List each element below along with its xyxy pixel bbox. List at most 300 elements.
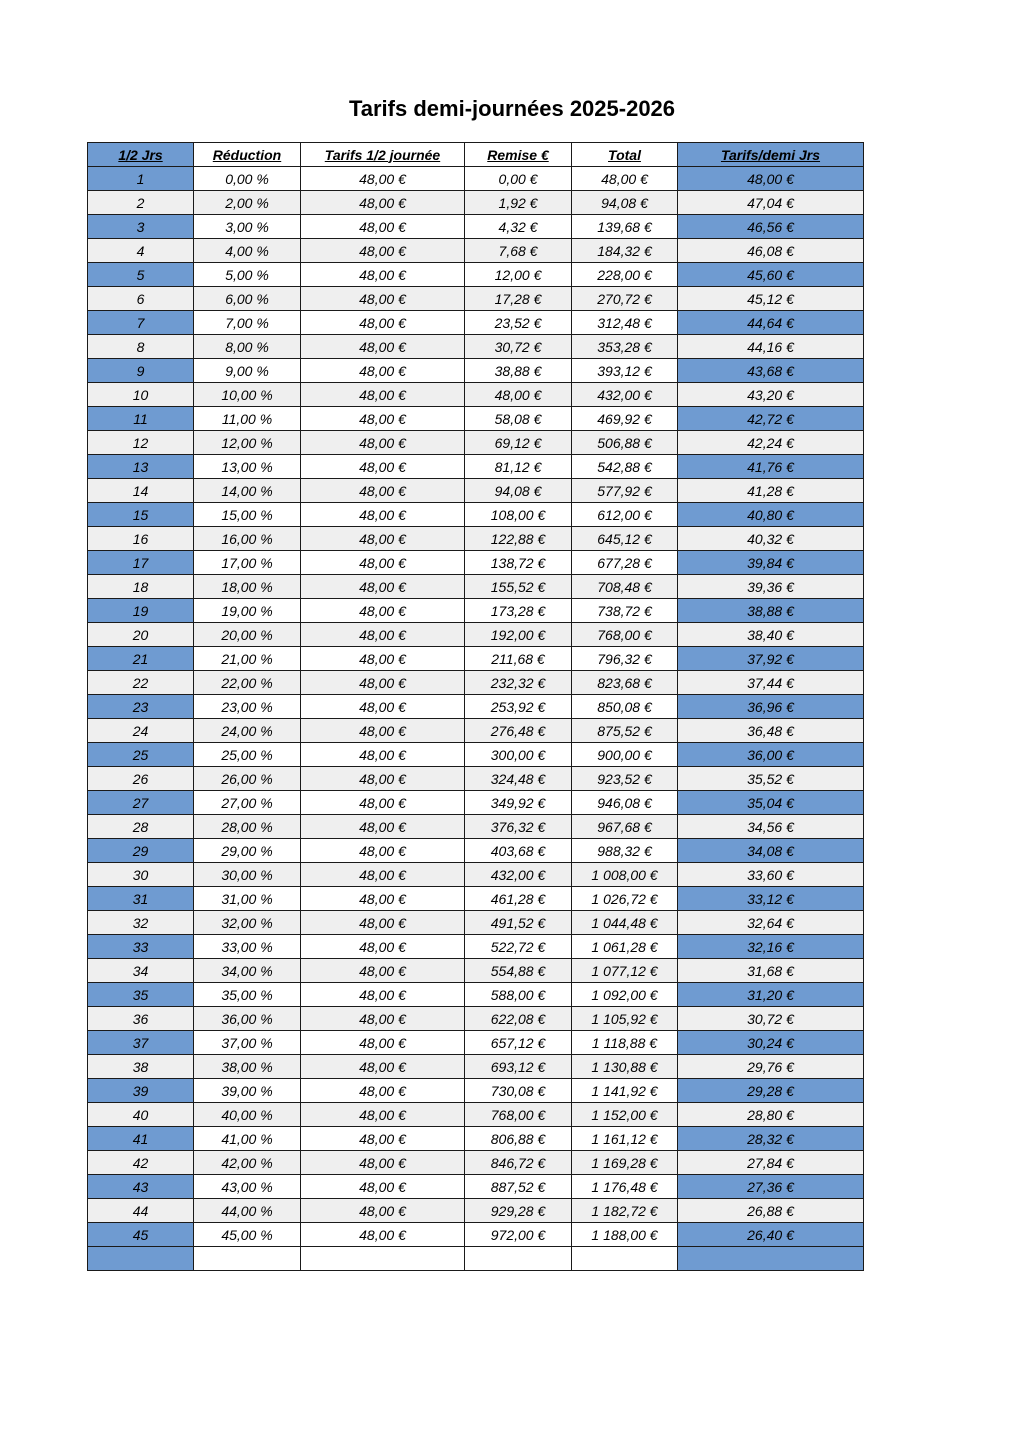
header-demi-jours: 1/2 Jrs <box>88 143 194 167</box>
header-total: Total <box>572 143 678 167</box>
cell-demi-jours: 7 <box>88 311 194 335</box>
cell-total: 542,88 € <box>572 455 678 479</box>
cell-reduction: 30,00 % <box>194 863 301 887</box>
cell-remise: 588,00 € <box>465 983 572 1007</box>
cell-demi-jours: 29 <box>88 839 194 863</box>
cell-remise: 554,88 € <box>465 959 572 983</box>
table-row <box>88 743 864 767</box>
cell-reduction: 25,00 % <box>194 743 301 767</box>
cell-tarif-par-demi-jour: 34,56 € <box>678 815 864 839</box>
cell-total: 228,00 € <box>572 263 678 287</box>
cell-tarif-par-demi-jour: 48,00 € <box>678 167 864 191</box>
cell-tarif-demi-journee: 48,00 € <box>301 575 465 599</box>
cell-reduction: 33,00 % <box>194 935 301 959</box>
cell-total: 796,32 € <box>572 647 678 671</box>
cell-reduction: 16,00 % <box>194 527 301 551</box>
cell-demi-jours: 41 <box>88 1127 194 1151</box>
cell-remise: 622,08 € <box>465 1007 572 1031</box>
header-remise: Remise € <box>465 143 572 167</box>
tarifs-table <box>87 142 864 1271</box>
cell-tarif-demi-journee: 48,00 € <box>301 647 465 671</box>
cell-remise: 232,32 € <box>465 671 572 695</box>
cell-total: 1 169,28 € <box>572 1151 678 1175</box>
table-row <box>88 1079 864 1103</box>
cell-reduction: 11,00 % <box>194 407 301 431</box>
table-row <box>88 1199 864 1223</box>
cell-total: 1 188,00 € <box>572 1223 678 1247</box>
cell-tarif-demi-journee: 48,00 € <box>301 839 465 863</box>
cell-total: 1 077,12 € <box>572 959 678 983</box>
cell-tarif-demi-journee: 48,00 € <box>301 503 465 527</box>
cell-total: 1 176,48 € <box>572 1175 678 1199</box>
cell-reduction: 29,00 % <box>194 839 301 863</box>
cell-tarif-par-demi-jour: 37,44 € <box>678 671 864 695</box>
table-row <box>88 935 864 959</box>
cell-total: 850,08 € <box>572 695 678 719</box>
cell-total: 708,48 € <box>572 575 678 599</box>
table-row <box>88 1031 864 1055</box>
table-row <box>88 311 864 335</box>
cell-remise: 522,72 € <box>465 935 572 959</box>
cell-tarif-demi-journee: 48,00 € <box>301 551 465 575</box>
cell-total: 645,12 € <box>572 527 678 551</box>
table-row <box>88 863 864 887</box>
cell-remise: 4,32 € <box>465 215 572 239</box>
cell-total: 353,28 € <box>572 335 678 359</box>
cell-reduction: 5,00 % <box>194 263 301 287</box>
cell-total: 1 141,92 € <box>572 1079 678 1103</box>
table-row <box>88 167 864 191</box>
cell-demi-jours: 36 <box>88 1007 194 1031</box>
cell-tarif-demi-journee: 48,00 € <box>301 1175 465 1199</box>
cell-tarif-par-demi-jour: 32,16 € <box>678 935 864 959</box>
cell-tarif-demi-journee: 48,00 € <box>301 959 465 983</box>
cell-tarif-demi-journee: 48,00 € <box>301 1055 465 1079</box>
cell-tarif-par-demi-jour: 35,52 € <box>678 767 864 791</box>
cell-tarif-par-demi-jour: 42,72 € <box>678 407 864 431</box>
cell-tarif-par-demi-jour: 29,28 € <box>678 1079 864 1103</box>
cell-demi-jours: 5 <box>88 263 194 287</box>
cell-demi-jours: 10 <box>88 383 194 407</box>
cell-reduction: 14,00 % <box>194 479 301 503</box>
cell-total: 946,08 € <box>572 791 678 815</box>
cell-demi-jours: 22 <box>88 671 194 695</box>
cell-reduction: 42,00 % <box>194 1151 301 1175</box>
header-tarif-par-demi-jour: Tarifs/demi Jrs <box>678 143 864 167</box>
cell-tarif-par-demi-jour: 45,12 € <box>678 287 864 311</box>
cell-total: 923,52 € <box>572 767 678 791</box>
cell-reduction: 4,00 % <box>194 239 301 263</box>
cell-tarif-par-demi-jour: 28,32 € <box>678 1127 864 1151</box>
table-row <box>88 719 864 743</box>
cell-tarif-par-demi-jour: 44,16 € <box>678 335 864 359</box>
cell-total: 1 105,92 € <box>572 1007 678 1031</box>
cell-tarif-demi-journee: 48,00 € <box>301 983 465 1007</box>
cell-tarif-par-demi-jour: 40,32 € <box>678 527 864 551</box>
table-row <box>88 1103 864 1127</box>
cell-tarif-demi-journee: 48,00 € <box>301 695 465 719</box>
cell-tarif-demi-journee: 48,00 € <box>301 1031 465 1055</box>
table-row <box>88 1127 864 1151</box>
table-body <box>88 167 864 1271</box>
cell-total: 432,00 € <box>572 383 678 407</box>
cell-remise: 155,52 € <box>465 575 572 599</box>
cell-demi-jours: 11 <box>88 407 194 431</box>
cell-demi-jours: 3 <box>88 215 194 239</box>
cell-tarif-demi-journee: 48,00 € <box>301 671 465 695</box>
cell-remise: 69,12 € <box>465 431 572 455</box>
cell-tarif-par-demi-jour: 31,20 € <box>678 983 864 1007</box>
cell-remise: 173,28 € <box>465 599 572 623</box>
cell-tarif-demi-journee: 48,00 € <box>301 335 465 359</box>
cell-tarif-demi-journee: 48,00 € <box>301 599 465 623</box>
cell-tarif-demi-journee: 48,00 € <box>301 1223 465 1247</box>
cell-demi-jours: 4 <box>88 239 194 263</box>
cell-demi-jours: 20 <box>88 623 194 647</box>
cell-tarif-demi-journee: 48,00 € <box>301 911 465 935</box>
table-row <box>88 887 864 911</box>
cell-demi-jours: 12 <box>88 431 194 455</box>
cell-tarif-par-demi-jour: 38,40 € <box>678 623 864 647</box>
cell-demi-jours: 2 <box>88 191 194 215</box>
cell-demi-jours: 6 <box>88 287 194 311</box>
page-title: Tarifs demi-journées 2025-2026 <box>348 96 676 121</box>
cell-tarif-par-demi-jour: 31,68 € <box>678 959 864 983</box>
cell-remise: 1,92 € <box>465 191 572 215</box>
cell-reduction: 2,00 % <box>194 191 301 215</box>
cell-remise: 12,00 € <box>465 263 572 287</box>
cell-reduction: 7,00 % <box>194 311 301 335</box>
cell-reduction: 18,00 % <box>194 575 301 599</box>
cell-tarif-demi-journee: 48,00 € <box>301 311 465 335</box>
cell-demi-jours: 40 <box>88 1103 194 1127</box>
cell-tarif-demi-journee: 48,00 € <box>301 239 465 263</box>
cell-total: 139,68 € <box>572 215 678 239</box>
table-row <box>88 983 864 1007</box>
cell-tarif-par-demi-jour: 29,76 € <box>678 1055 864 1079</box>
cell-remise: 58,08 € <box>465 407 572 431</box>
cell-remise: 806,88 € <box>465 1127 572 1151</box>
cell-tarif-par-demi-jour: 36,48 € <box>678 719 864 743</box>
cell-demi-jours: 43 <box>88 1175 194 1199</box>
cell-demi-jours: 21 <box>88 647 194 671</box>
cell-reduction: 35,00 % <box>194 983 301 1007</box>
cell-tarif-demi-journee: 48,00 € <box>301 263 465 287</box>
cell-tarif-demi-journee: 48,00 € <box>301 1103 465 1127</box>
cell-tarif-demi-journee: 48,00 € <box>301 887 465 911</box>
empty-cell <box>194 1247 301 1271</box>
cell-reduction: 36,00 % <box>194 1007 301 1031</box>
table-row <box>88 335 864 359</box>
cell-total: 1 182,72 € <box>572 1199 678 1223</box>
cell-remise: 23,52 € <box>465 311 572 335</box>
table-row <box>88 503 864 527</box>
table-row <box>88 839 864 863</box>
cell-remise: 657,12 € <box>465 1031 572 1055</box>
cell-total: 1 161,12 € <box>572 1127 678 1151</box>
cell-total: 875,52 € <box>572 719 678 743</box>
table-row <box>88 671 864 695</box>
cell-total: 900,00 € <box>572 743 678 767</box>
table-row <box>88 575 864 599</box>
table-row <box>88 815 864 839</box>
cell-remise: 122,88 € <box>465 527 572 551</box>
cell-remise: 432,00 € <box>465 863 572 887</box>
cell-tarif-demi-journee: 48,00 € <box>301 719 465 743</box>
table-row <box>88 383 864 407</box>
cell-tarif-demi-journee: 48,00 € <box>301 431 465 455</box>
cell-remise: 693,12 € <box>465 1055 572 1079</box>
cell-reduction: 38,00 % <box>194 1055 301 1079</box>
cell-total: 988,32 € <box>572 839 678 863</box>
cell-remise: 192,00 € <box>465 623 572 647</box>
empty-row <box>88 1247 864 1271</box>
cell-tarif-demi-journee: 48,00 € <box>301 623 465 647</box>
cell-tarif-par-demi-jour: 26,88 € <box>678 1199 864 1223</box>
cell-tarif-par-demi-jour: 30,72 € <box>678 1007 864 1031</box>
cell-reduction: 44,00 % <box>194 1199 301 1223</box>
cell-reduction: 6,00 % <box>194 287 301 311</box>
table-row <box>88 791 864 815</box>
table-row <box>88 479 864 503</box>
empty-cell <box>88 1247 194 1271</box>
cell-remise: 887,52 € <box>465 1175 572 1199</box>
table-row <box>88 599 864 623</box>
cell-demi-jours: 1 <box>88 167 194 191</box>
cell-demi-jours: 18 <box>88 575 194 599</box>
table-row <box>88 911 864 935</box>
table-row <box>88 1055 864 1079</box>
cell-total: 768,00 € <box>572 623 678 647</box>
cell-reduction: 3,00 % <box>194 215 301 239</box>
cell-reduction: 32,00 % <box>194 911 301 935</box>
cell-tarif-par-demi-jour: 41,28 € <box>678 479 864 503</box>
cell-remise: 17,28 € <box>465 287 572 311</box>
empty-cell <box>572 1247 678 1271</box>
cell-tarif-par-demi-jour: 40,80 € <box>678 503 864 527</box>
cell-demi-jours: 26 <box>88 767 194 791</box>
cell-reduction: 20,00 % <box>194 623 301 647</box>
cell-reduction: 15,00 % <box>194 503 301 527</box>
table-row <box>88 551 864 575</box>
cell-total: 48,00 € <box>572 167 678 191</box>
cell-reduction: 21,00 % <box>194 647 301 671</box>
table-row <box>88 239 864 263</box>
cell-remise: 0,00 € <box>465 167 572 191</box>
table-row <box>88 1151 864 1175</box>
cell-reduction: 31,00 % <box>194 887 301 911</box>
cell-total: 184,32 € <box>572 239 678 263</box>
cell-total: 1 130,88 € <box>572 1055 678 1079</box>
cell-demi-jours: 15 <box>88 503 194 527</box>
cell-demi-jours: 33 <box>88 935 194 959</box>
header-reduction: Réduction <box>194 143 301 167</box>
cell-tarif-par-demi-jour: 28,80 € <box>678 1103 864 1127</box>
cell-remise: 38,88 € <box>465 359 572 383</box>
cell-tarif-demi-journee: 48,00 € <box>301 287 465 311</box>
cell-reduction: 22,00 % <box>194 671 301 695</box>
cell-remise: 211,68 € <box>465 647 572 671</box>
cell-reduction: 12,00 % <box>194 431 301 455</box>
cell-remise: 300,00 € <box>465 743 572 767</box>
cell-tarif-par-demi-jour: 27,84 € <box>678 1151 864 1175</box>
empty-cell <box>301 1247 465 1271</box>
cell-tarif-demi-journee: 48,00 € <box>301 815 465 839</box>
table-row <box>88 431 864 455</box>
cell-tarif-par-demi-jour: 34,08 € <box>678 839 864 863</box>
cell-tarif-par-demi-jour: 36,96 € <box>678 695 864 719</box>
cell-total: 1 026,72 € <box>572 887 678 911</box>
cell-remise: 94,08 € <box>465 479 572 503</box>
cell-remise: 276,48 € <box>465 719 572 743</box>
cell-reduction: 0,00 % <box>194 167 301 191</box>
cell-tarif-par-demi-jour: 36,00 € <box>678 743 864 767</box>
cell-tarif-par-demi-jour: 33,12 € <box>678 887 864 911</box>
cell-tarif-demi-journee: 48,00 € <box>301 767 465 791</box>
cell-total: 312,48 € <box>572 311 678 335</box>
cell-reduction: 27,00 % <box>194 791 301 815</box>
cell-tarif-demi-journee: 48,00 € <box>301 527 465 551</box>
cell-total: 823,68 € <box>572 671 678 695</box>
cell-reduction: 19,00 % <box>194 599 301 623</box>
cell-total: 469,92 € <box>572 407 678 431</box>
cell-reduction: 9,00 % <box>194 359 301 383</box>
table-row <box>88 959 864 983</box>
table-row <box>88 263 864 287</box>
table-row <box>88 215 864 239</box>
cell-total: 94,08 € <box>572 191 678 215</box>
cell-tarif-demi-journee: 48,00 € <box>301 191 465 215</box>
cell-remise: 108,00 € <box>465 503 572 527</box>
cell-total: 270,72 € <box>572 287 678 311</box>
cell-remise: 846,72 € <box>465 1151 572 1175</box>
cell-tarif-par-demi-jour: 37,92 € <box>678 647 864 671</box>
cell-reduction: 23,00 % <box>194 695 301 719</box>
table-row <box>88 287 864 311</box>
cell-tarif-demi-journee: 48,00 € <box>301 167 465 191</box>
cell-reduction: 8,00 % <box>194 335 301 359</box>
cell-reduction: 10,00 % <box>194 383 301 407</box>
cell-tarif-demi-journee: 48,00 € <box>301 1127 465 1151</box>
cell-demi-jours: 23 <box>88 695 194 719</box>
table-row <box>88 623 864 647</box>
cell-tarif-par-demi-jour: 43,20 € <box>678 383 864 407</box>
cell-demi-jours: 28 <box>88 815 194 839</box>
table-row <box>88 359 864 383</box>
cell-total: 967,68 € <box>572 815 678 839</box>
cell-reduction: 34,00 % <box>194 959 301 983</box>
cell-total: 677,28 € <box>572 551 678 575</box>
cell-tarif-demi-journee: 48,00 € <box>301 359 465 383</box>
cell-demi-jours: 42 <box>88 1151 194 1175</box>
cell-demi-jours: 9 <box>88 359 194 383</box>
cell-demi-jours: 31 <box>88 887 194 911</box>
cell-tarif-par-demi-jour: 33,60 € <box>678 863 864 887</box>
cell-remise: 253,92 € <box>465 695 572 719</box>
cell-remise: 768,00 € <box>465 1103 572 1127</box>
table-row <box>88 647 864 671</box>
cell-demi-jours: 25 <box>88 743 194 767</box>
cell-tarif-demi-journee: 48,00 € <box>301 407 465 431</box>
cell-total: 1 152,00 € <box>572 1103 678 1127</box>
cell-tarif-demi-journee: 48,00 € <box>301 1007 465 1031</box>
cell-total: 577,92 € <box>572 479 678 503</box>
cell-demi-jours: 27 <box>88 791 194 815</box>
table-row <box>88 1007 864 1031</box>
cell-tarif-demi-journee: 48,00 € <box>301 383 465 407</box>
cell-reduction: 39,00 % <box>194 1079 301 1103</box>
cell-tarif-par-demi-jour: 46,56 € <box>678 215 864 239</box>
cell-demi-jours: 24 <box>88 719 194 743</box>
cell-tarif-par-demi-jour: 39,36 € <box>678 575 864 599</box>
cell-demi-jours: 45 <box>88 1223 194 1247</box>
cell-total: 1 008,00 € <box>572 863 678 887</box>
cell-total: 1 118,88 € <box>572 1031 678 1055</box>
cell-reduction: 37,00 % <box>194 1031 301 1055</box>
table-row <box>88 695 864 719</box>
cell-reduction: 40,00 % <box>194 1103 301 1127</box>
table-row <box>88 527 864 551</box>
cell-total: 1 061,28 € <box>572 935 678 959</box>
cell-demi-jours: 8 <box>88 335 194 359</box>
cell-reduction: 43,00 % <box>194 1175 301 1199</box>
cell-remise: 48,00 € <box>465 383 572 407</box>
cell-total: 1 044,48 € <box>572 911 678 935</box>
cell-tarif-par-demi-jour: 44,64 € <box>678 311 864 335</box>
cell-tarif-par-demi-jour: 39,84 € <box>678 551 864 575</box>
cell-reduction: 24,00 % <box>194 719 301 743</box>
cell-demi-jours: 16 <box>88 527 194 551</box>
table-row <box>88 767 864 791</box>
cell-demi-jours: 30 <box>88 863 194 887</box>
cell-tarif-demi-journee: 48,00 € <box>301 1199 465 1223</box>
cell-demi-jours: 44 <box>88 1199 194 1223</box>
cell-demi-jours: 38 <box>88 1055 194 1079</box>
table-row <box>88 455 864 479</box>
cell-reduction: 45,00 % <box>194 1223 301 1247</box>
cell-tarif-demi-journee: 48,00 € <box>301 743 465 767</box>
cell-remise: 7,68 € <box>465 239 572 263</box>
table-row <box>88 1223 864 1247</box>
cell-tarif-demi-journee: 48,00 € <box>301 455 465 479</box>
table-row <box>88 191 864 215</box>
cell-tarif-par-demi-jour: 26,40 € <box>678 1223 864 1247</box>
table-row <box>88 407 864 431</box>
cell-remise: 403,68 € <box>465 839 572 863</box>
cell-tarif-demi-journee: 48,00 € <box>301 1151 465 1175</box>
empty-cell <box>465 1247 572 1271</box>
cell-tarif-par-demi-jour: 46,08 € <box>678 239 864 263</box>
cell-reduction: 26,00 % <box>194 767 301 791</box>
cell-demi-jours: 35 <box>88 983 194 1007</box>
cell-remise: 376,32 € <box>465 815 572 839</box>
cell-reduction: 13,00 % <box>194 455 301 479</box>
cell-tarif-par-demi-jour: 47,04 € <box>678 191 864 215</box>
empty-cell <box>678 1247 864 1271</box>
cell-total: 506,88 € <box>572 431 678 455</box>
cell-tarif-par-demi-jour: 30,24 € <box>678 1031 864 1055</box>
cell-remise: 491,52 € <box>465 911 572 935</box>
cell-tarif-demi-journee: 48,00 € <box>301 863 465 887</box>
cell-tarif-par-demi-jour: 38,88 € <box>678 599 864 623</box>
cell-tarif-par-demi-jour: 42,24 € <box>678 431 864 455</box>
cell-tarif-par-demi-jour: 41,76 € <box>678 455 864 479</box>
cell-reduction: 17,00 % <box>194 551 301 575</box>
cell-demi-jours: 17 <box>88 551 194 575</box>
cell-remise: 730,08 € <box>465 1079 572 1103</box>
cell-total: 738,72 € <box>572 599 678 623</box>
cell-tarif-par-demi-jour: 35,04 € <box>678 791 864 815</box>
